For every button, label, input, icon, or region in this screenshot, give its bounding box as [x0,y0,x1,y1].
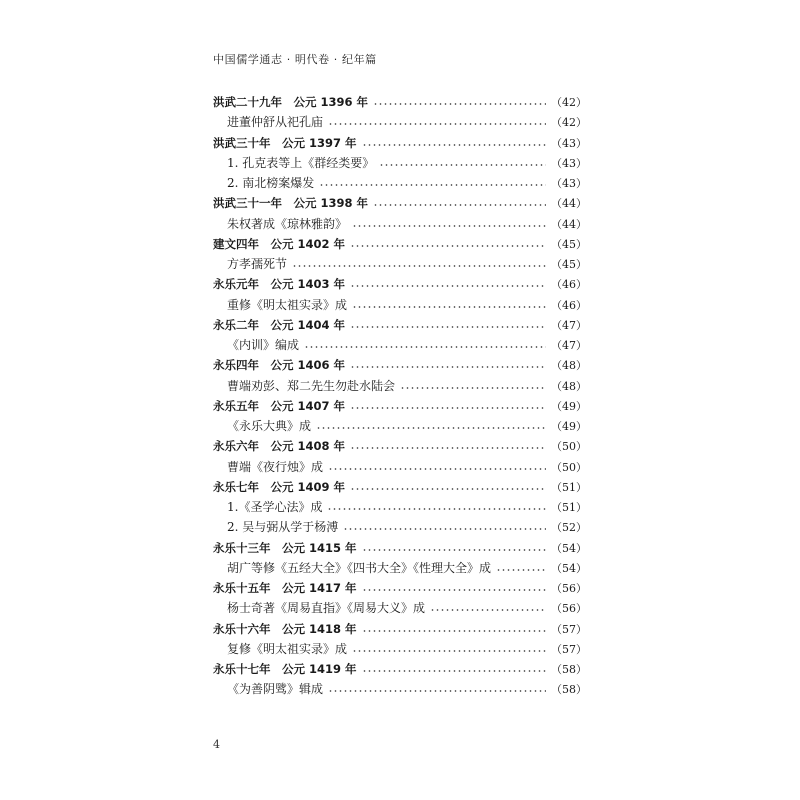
toc-page-number: （57） [551,622,587,636]
toc-title: 杨士奇著《周易直指》《周易大义》成 [227,601,426,616]
dot-leader [350,407,546,409]
toc-page-number: （48） [551,379,587,393]
dot-leader [430,609,546,611]
toc-entry[interactable] [213,598,587,618]
toc-page-number: （56） [551,602,587,616]
dot-leader [350,326,546,328]
dot-leader [352,225,546,227]
toc-title: 永乐十六年 公元 1418 年 [213,621,357,636]
toc-title: 朱权著成《琼林雅韵》 [227,216,348,231]
toc-year-heading[interactable] [213,477,587,497]
dot-leader [328,690,546,692]
toc-year-heading[interactable] [213,355,587,375]
toc-page-number: （58） [551,683,587,697]
toc-page-number: （42） [551,96,587,109]
dot-leader [343,528,546,530]
toc-year-heading[interactable] [213,396,587,416]
toc-page-number: （43） [551,136,587,150]
toc-page-number: （52） [551,521,587,535]
toc-page-number: （54） [551,561,587,575]
toc-page-number: （50） [551,460,587,474]
toc-title: 复修《明太祖实录》成 [227,641,348,656]
toc-entry[interactable] [213,173,587,193]
dot-leader [373,103,546,105]
dot-leader [350,488,546,490]
toc-page-number: （45） [551,258,587,271]
dot-leader [362,549,546,551]
toc-title: 曹端劝彭、郑二先生勿赴水陆会 [227,378,396,393]
toc-year-heading[interactable] [213,578,587,598]
toc-title: 《内训》编成 [227,338,300,352]
toc-entry[interactable] [213,639,587,659]
toc-page-number: （58） [551,663,587,676]
toc-entry[interactable] [213,679,587,699]
toc-page-number: （44） [551,217,587,231]
dot-leader [352,306,546,308]
toc-year-heading[interactable] [213,92,587,112]
toc-title: 《永乐大典》成 [227,419,312,433]
toc-entry[interactable] [213,254,587,274]
toc-page-number: （42） [551,116,587,130]
toc-title: 胡广等修《五经大全》《四书大全》《性理大全》成 [227,560,492,575]
toc-title: 永乐十三年 公元 1415 年 [213,540,357,555]
dot-leader [362,630,546,632]
toc-page-number: （43） [551,177,587,190]
toc-title: 曹端《夜行烛》成 [227,459,324,474]
toc-page-number: （51） [551,480,587,494]
toc-page-number: （46） [551,298,587,312]
dot-leader [362,144,546,146]
toc-year-heading[interactable] [213,274,587,294]
dot-leader [362,589,546,591]
toc-title: 重修《明太祖实录》成 [227,297,348,312]
toc-title: 永乐四年 公元 1406 年 [213,358,346,373]
toc-title: 建文四年 公元 1402 年 [213,236,346,251]
dot-leader [362,670,546,672]
dot-leader [304,346,546,348]
toc-title: 进董仲舒从祀孔庙 [227,115,324,130]
toc-title: 1. 孔克表等上《群经类要》 [227,155,375,170]
toc-title: 永乐六年 公元 1408 年 [213,439,346,454]
dot-leader [350,447,546,449]
dot-leader [379,164,546,166]
dot-leader [316,427,546,429]
toc-entry[interactable] [213,376,587,396]
toc-entry[interactable] [213,153,587,173]
toc-page-number: （44） [551,197,587,211]
running-header: 中国儒学通志 · 明代卷 · 纪年篇 [213,53,377,66]
dot-leader [352,650,546,652]
toc-title: 永乐二年 公元 1404 年 [213,317,346,332]
dot-leader [400,387,546,389]
toc-page-number: （48） [551,359,587,373]
toc-year-heading[interactable] [213,619,587,639]
toc-entry[interactable] [213,558,587,578]
toc-title: 2. 吴与弼从学于杨溥 [227,520,339,535]
toc-title: 1.《圣学心法》成 [227,500,323,514]
toc-title: 永乐五年 公元 1407 年 [213,398,346,413]
toc-title: 永乐十五年 公元 1417 年 [213,581,357,595]
toc-title: 永乐十七年 公元 1419 年 [213,662,357,676]
toc-title: 洪武三十年 公元 1397 年 [213,135,357,150]
toc-year-heading[interactable] [213,436,587,456]
toc-year-heading[interactable] [213,234,587,254]
dot-leader [350,366,546,368]
toc-title: 方孝孺死节 [227,257,288,271]
toc-year-heading[interactable] [213,538,587,558]
dot-leader [496,569,546,571]
toc-year-heading[interactable] [213,193,587,213]
toc-entry[interactable] [213,497,587,517]
toc-entry[interactable] [213,335,587,355]
toc-page-number: （47） [551,318,587,332]
dot-leader [373,204,546,206]
toc-page-number: （49） [551,420,587,433]
page-number: 4 [213,738,220,751]
toc-page-number: （50） [551,440,587,454]
toc-page-number: （47） [551,339,587,352]
toc-page-number: （51） [551,501,587,514]
dot-leader [292,265,546,267]
toc-page-number: （56） [551,582,587,595]
table-of-contents [213,92,587,700]
toc-entry[interactable] [213,457,587,477]
toc-title: 洪武三十一年 公元 1398 年 [213,196,369,211]
toc-title: 洪武二十九年 公元 1396 年 [213,95,369,109]
toc-page-number: （49） [551,399,587,413]
dot-leader [327,508,546,510]
toc-year-heading[interactable] [213,315,587,335]
dot-leader [350,245,546,247]
toc-page-number: （54） [551,541,587,555]
dot-leader [350,285,546,287]
toc-entry[interactable] [213,517,587,537]
toc-title: 永乐七年 公元 1409 年 [213,479,346,494]
toc-page-number: （57） [551,642,587,656]
toc-entry[interactable] [213,112,587,132]
toc-entry[interactable] [213,416,587,436]
dot-leader [319,184,546,186]
toc-page-number: （45） [551,237,587,251]
toc-title: 《为善阴骘》辑成 [227,682,324,697]
toc-entry[interactable] [213,295,587,315]
toc-page-number: （43） [551,156,587,170]
toc-entry[interactable] [213,214,587,234]
toc-title: 2. 南北榜案爆发 [227,176,315,190]
toc-title: 永乐元年 公元 1403 年 [213,277,346,292]
toc-year-heading[interactable] [213,133,587,153]
toc-year-heading[interactable] [213,659,587,679]
dot-leader [328,123,546,125]
dot-leader [328,468,546,470]
toc-page-number: （46） [551,278,587,292]
